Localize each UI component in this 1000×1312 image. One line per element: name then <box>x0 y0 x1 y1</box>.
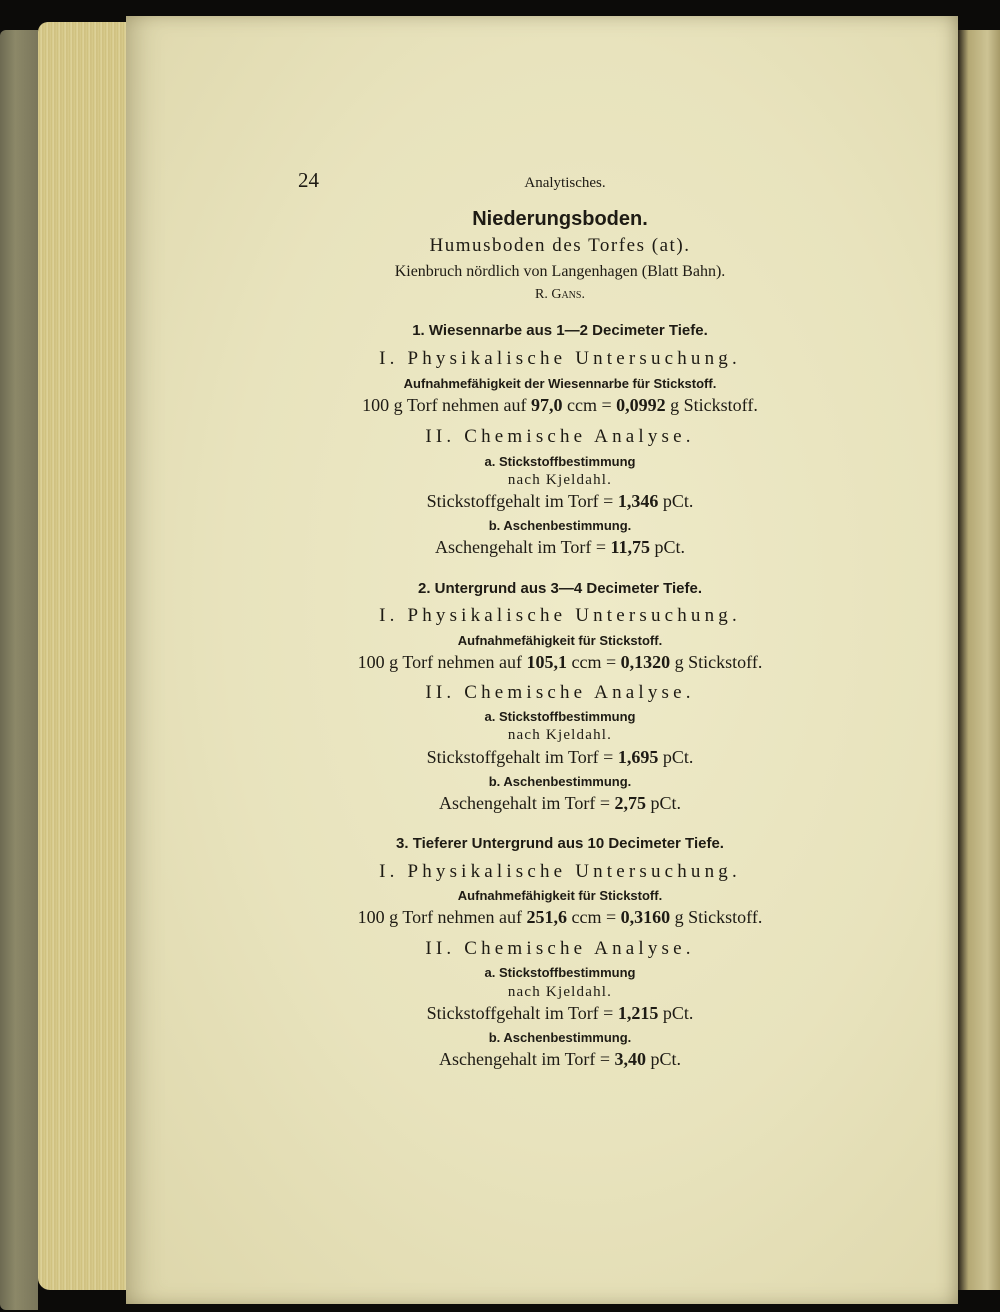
capacity-mass: 0,0992 <box>616 395 666 415</box>
ash-value: 2,75 <box>614 793 646 813</box>
section-1-physical-title: I. Physikalische Untersuchung. <box>379 348 741 369</box>
ash-unit: pCt. <box>650 1049 682 1069</box>
section-1-nitrogen-method: nach Kjeldahl. <box>507 472 613 488</box>
section-2-ash-line <box>260 794 860 812</box>
capacity-volume: 251,6 <box>526 907 568 927</box>
section-3-capacity-line <box>260 908 860 926</box>
ash-prefix: Aschengehalt im Torf = <box>434 537 606 557</box>
section-3-capacity-heading: Aufnahmefähigkeit für Stickstoff. <box>457 888 663 903</box>
capacity-suffix: g Stickstoff. <box>674 907 763 927</box>
section-3-physical-title: I. Physikalische Untersuchung. <box>379 861 741 882</box>
capacity-middle: ccm = <box>567 395 612 415</box>
section-2-nitrogen-line <box>260 748 860 766</box>
capacity-suffix: g Stickstoff. <box>670 395 758 415</box>
section-2-capacity-heading: Aufnahmefähigkeit für Stickstoff. <box>457 633 663 648</box>
section-1-nitrogen-heading: a. Stickstoffbestimmung <box>484 454 636 469</box>
section-1-heading: 1. Wiesennarbe aus 1—2 Decimeter Tiefe. <box>412 322 708 339</box>
section-3-chemical-title: II. Chemische Analyse. <box>425 938 695 959</box>
ash-prefix: Aschengehalt im Torf = <box>438 793 610 813</box>
nitrogen-prefix: Stickstoffgehalt im Torf = <box>426 747 614 767</box>
capacity-volume: 97,0 <box>531 395 563 415</box>
capacity-mass: 0,1320 <box>620 652 671 672</box>
nitrogen-unit: pCt. <box>662 491 694 511</box>
nitrogen-prefix: Stickstoffgehalt im Torf = <box>426 491 614 511</box>
nitrogen-unit: pCt. <box>662 1003 694 1023</box>
capacity-suffix: g Stickstoff. <box>674 652 763 672</box>
capacity-middle: ccm = <box>571 652 617 672</box>
section-3-ash-line <box>260 1050 860 1068</box>
subheading: Humusboden des Torfes (at). <box>429 235 691 256</box>
ash-prefix: Aschengehalt im Torf = <box>438 1049 610 1069</box>
running-head: Analytisches. <box>524 175 606 191</box>
ash-value: 11,75 <box>610 537 651 557</box>
ash-unit: pCt. <box>650 793 682 813</box>
ash-unit: pCt. <box>654 537 686 557</box>
section-1-ash-heading: b. Aschenbestimmung. <box>488 518 632 533</box>
nitrogen-prefix: Stickstoffgehalt im Torf = <box>426 1003 614 1023</box>
nitrogen-unit: pCt. <box>662 747 694 767</box>
capacity-mass: 0,3160 <box>620 907 671 927</box>
section-3-heading: 3. Tieferer Untergrund aus 10 Decimeter Tiefe. <box>396 835 724 852</box>
section-2-nitrogen-method: nach Kjeldahl. <box>507 727 613 743</box>
nitrogen-value: 1,215 <box>617 1003 659 1023</box>
section-3-nitrogen-line <box>260 1004 860 1022</box>
section-3-ash-heading: b. Aschenbestimmung. <box>488 1030 632 1045</box>
section-1-chemical-title: II. Chemische Analyse. <box>425 426 695 447</box>
ash-value: 3,40 <box>614 1049 646 1069</box>
section-2-chemical-title: II. Chemische Analyse. <box>425 682 695 703</box>
capacity-prefix: 100 g Torf nehmen auf <box>357 652 523 672</box>
section-2-ash-heading: b. Aschenbestimmung. <box>488 774 632 789</box>
nitrogen-value: 1,695 <box>617 747 659 767</box>
section-2-nitrogen-heading: a. Stickstoffbestimmung <box>484 709 636 724</box>
capacity-prefix: 100 g Torf nehmen auf <box>357 907 523 927</box>
section-2-capacity-line <box>260 653 860 671</box>
section-3-nitrogen-method: nach Kjeldahl. <box>507 984 613 1000</box>
author-line: R. Gans. <box>535 287 585 302</box>
main-heading: Niederungsboden. <box>472 208 648 230</box>
page-number: 24 <box>298 168 319 192</box>
section-1-capacity-heading: Aufnahmefähigkeit der Wiesennarbe für Stickstoff. <box>403 376 717 391</box>
section-1-ash-line <box>260 538 860 556</box>
location-line: Kienbruch nördlich von Langenhagen (Blatt Bahn). <box>394 263 726 280</box>
capacity-volume: 105,1 <box>526 652 568 672</box>
capacity-middle: ccm = <box>571 907 617 927</box>
section-3-nitrogen-heading: a. Stickstoffbestimmung <box>484 965 636 980</box>
section-1-nitrogen-line <box>260 492 860 510</box>
section-2-heading: 2. Untergrund aus 3—4 Decimeter Tiefe. <box>418 580 702 597</box>
section-2-physical-title: I. Physikalische Untersuchung. <box>379 605 741 626</box>
section-1-capacity-line <box>260 396 860 414</box>
nitrogen-value: 1,346 <box>617 491 659 511</box>
capacity-prefix: 100 g Torf nehmen auf <box>362 395 527 415</box>
